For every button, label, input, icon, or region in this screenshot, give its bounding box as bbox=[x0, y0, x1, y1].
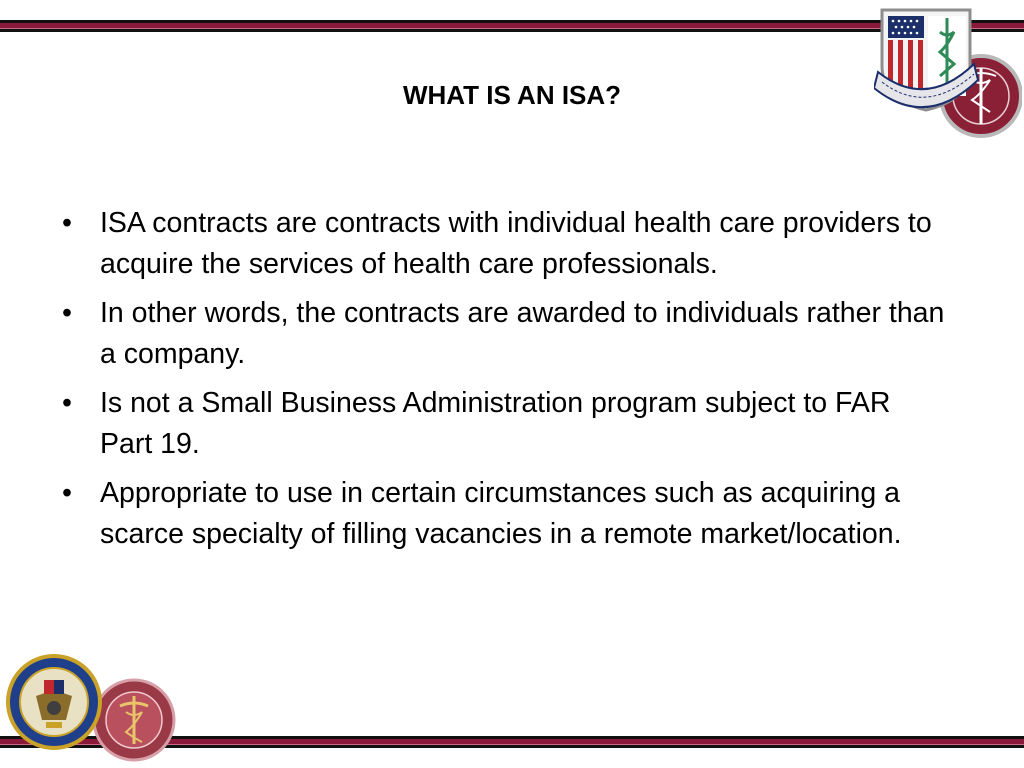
bullet-item bbox=[58, 203, 948, 285]
bullet-marker: • bbox=[62, 477, 72, 509]
bullet-item bbox=[58, 383, 948, 465]
bullet-marker: • bbox=[62, 207, 72, 239]
bullet-text: Appropriate to use in certain circumstances such as acquiring a scarce specialty of filling vacancies in a remote market/location. bbox=[100, 477, 902, 550]
top-decorative-band bbox=[0, 20, 1024, 32]
army-and-medical-seals bbox=[6, 650, 178, 764]
bullet-text: ISA contracts are contracts with individual health care providers to acquire the services of health care professionals. bbox=[100, 207, 932, 280]
amedd-regimental-crest-icon bbox=[874, 6, 1022, 166]
army-medical-department-seal-icon bbox=[94, 680, 174, 760]
slide-title: WHAT IS AN ISA? bbox=[402, 80, 622, 110]
bullet-marker: • bbox=[62, 387, 72, 419]
bullet-list bbox=[58, 203, 948, 563]
bullet-item bbox=[58, 293, 948, 375]
bullet-marker: • bbox=[62, 297, 72, 329]
bullet-text: In other words, the contracts are awarded to individuals rather than a company. bbox=[100, 297, 945, 370]
bullet-text: Is not a Small Business Administration program subject to FAR Part 19. bbox=[100, 387, 891, 460]
army-seal-icon bbox=[8, 656, 100, 748]
bullet-item bbox=[58, 473, 948, 555]
